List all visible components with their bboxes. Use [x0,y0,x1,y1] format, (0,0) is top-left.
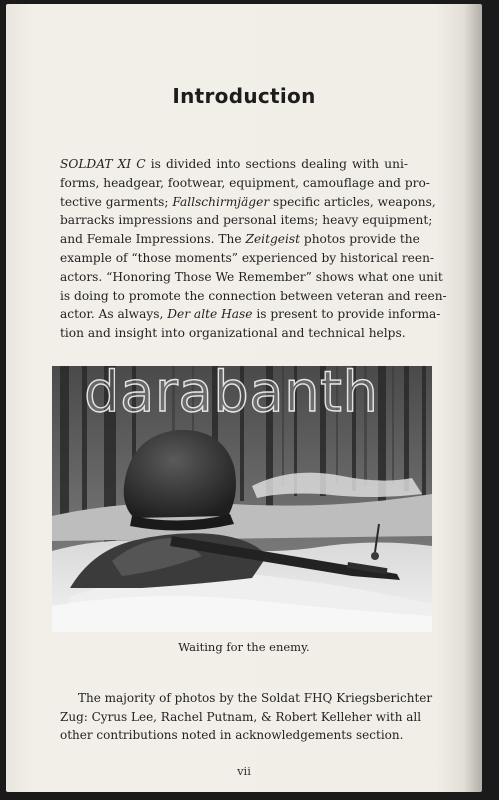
page-title: Introduction [172,84,316,108]
credits-line: Zug: Cyrus Lee, Rachel Putnam, & Robert Kelleher with all [60,709,422,724]
page-number: vii [237,764,251,778]
intro-line: tective garments; Fallschirmjäger specific articles, weapons, [60,194,436,209]
credits-line: other contributions noted in acknowledgements section. [60,728,404,742]
photo-caption: Waiting for the enemy. [178,640,310,654]
intro-line: tion and insight into organizational and technical helps. [60,326,406,341]
intro-line: example of “those moments” experienced by historical reen- [60,250,435,265]
intro-line: forms, headgear, footwear, equipment, camouflage and pro- [60,175,430,190]
intro-line: actor. As always, Der alte Hase is present to provide informa- [60,307,441,322]
page-spine-shadow [464,4,482,792]
intro-line: actors. “Honoring Those We Remember” shows what one unit [60,269,443,284]
credits-line: The majority of photos by the Soldat FHQ Kriegsberichter [78,691,433,705]
intro-line: SOLDAT XI C is divided into sections dealing with uni- [60,157,408,171]
intro-line: barracks impressions and personal items; heavy equipment; [60,213,433,228]
book-page [6,4,482,792]
photo-credits-paragraph [60,689,433,745]
intro-line: and Female Impressions. The Zeitgeist photos provide the [60,232,420,247]
intro-line: is doing to promote the connection between veteran and reen- [60,288,447,303]
soldier-in-snow-photo [52,366,432,632]
intro-paragraph [60,155,447,343]
